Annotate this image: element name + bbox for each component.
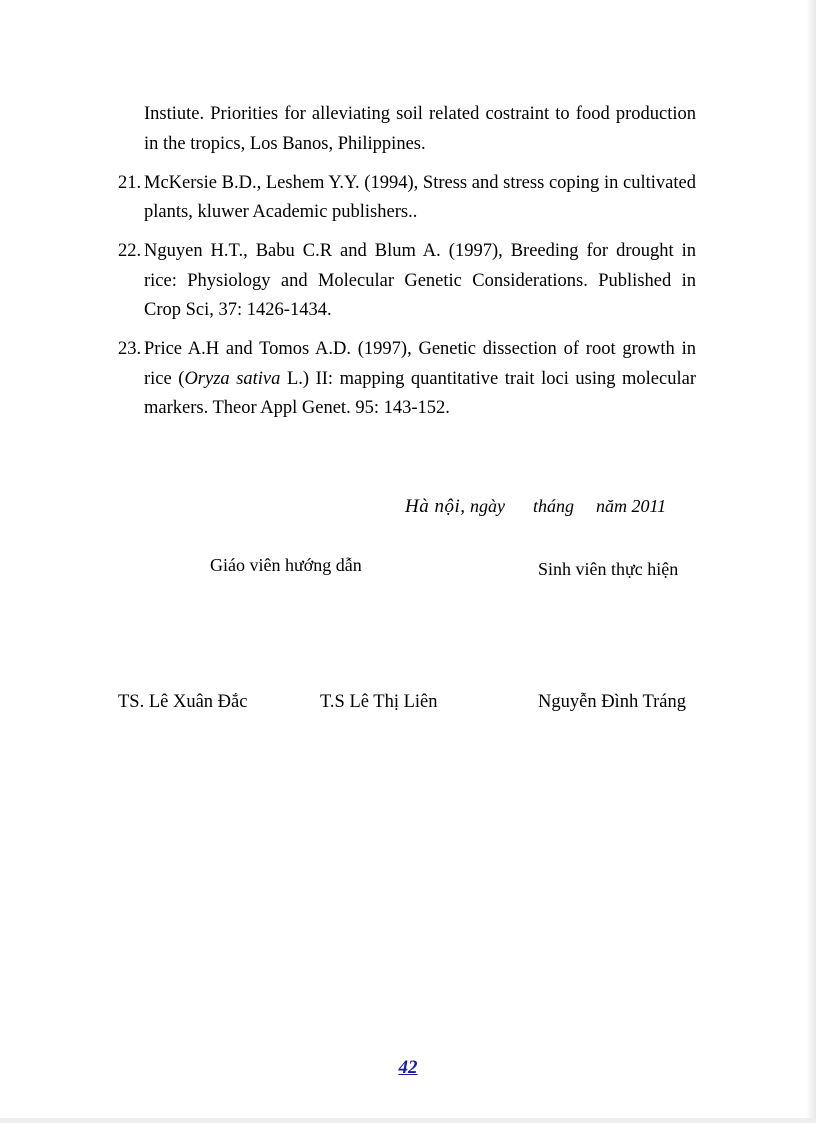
page-number[interactable] xyxy=(0,1057,816,1079)
reference-number: 23. xyxy=(118,339,142,359)
day-label: ngày xyxy=(470,496,505,516)
reference-text-part: L.) II: mapping quantitative trait loci using molecular markers. Theor Appl Genet. 95: 143-152. xyxy=(144,368,696,418)
page-edge-bottom xyxy=(0,1118,816,1123)
student-name: Nguyễn Đình Tráng xyxy=(538,692,687,712)
advisor-2-name: T.S Lê Thị Liên xyxy=(320,692,438,712)
place-name: Hà nội, xyxy=(405,496,466,517)
reference-text xyxy=(144,339,696,418)
month-label: tháng xyxy=(533,496,575,516)
reference-item-22 xyxy=(118,237,696,326)
reference-number: 21. xyxy=(118,172,142,193)
advisor-role-label: Giáo viên hướng dẫn xyxy=(210,555,362,575)
advisor-1-name: TS. Lê Xuân Đắc xyxy=(118,692,248,712)
reference-text: Nguyen H.T., Babu C.R and Blum A. (1997), Breeding for drought in rice: Physiology and Molecular Genetic Considerations. Published in Crop Sci, 37: 1426-1434. xyxy=(144,241,696,320)
page-edge-shadow xyxy=(806,0,816,1123)
year-text: năm 2011 xyxy=(596,496,667,516)
reference-number: 22. xyxy=(118,241,142,261)
reference-list xyxy=(118,100,696,433)
reference-item-23 xyxy=(118,335,696,424)
reference-continuation xyxy=(118,100,696,159)
date-line xyxy=(405,496,666,518)
page-number-link[interactable]: 42 xyxy=(398,1057,418,1078)
species-name: Oryza sativa xyxy=(184,368,281,389)
reference-item-21 xyxy=(118,169,696,228)
reference-text-part: Price A.H and Tomos A.D. (1997), Genetic dissection of root growth in rice ( xyxy=(144,339,696,389)
student-role-label: Sinh viên thực hiện xyxy=(538,559,679,579)
reference-continuation-text: Instiute. Priorities for alleviating soil related costraint to food production in the tropics, Los Banos, Philippines. xyxy=(144,104,696,154)
reference-text: McKersie B.D., Leshem Y.Y. (1994), Stress and stress coping in cultivated plants, kluwer Academic publishers.. xyxy=(144,172,696,222)
